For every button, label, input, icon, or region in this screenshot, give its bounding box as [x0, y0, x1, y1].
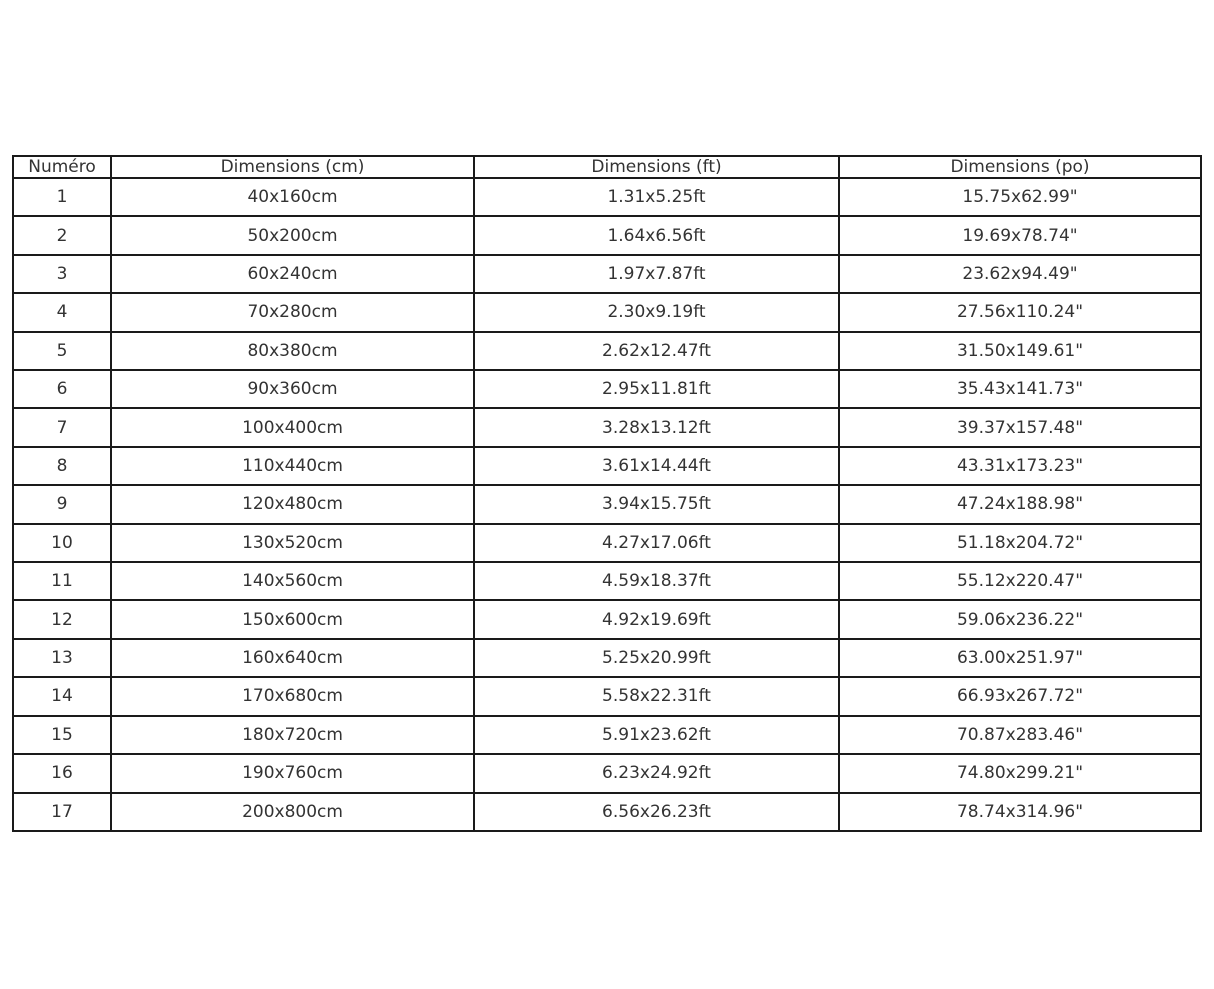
- table-row: [13, 639, 1201, 677]
- cell-numero: 13: [13, 639, 111, 677]
- cell-dimensions-ft: 2.30x9.19ft: [474, 293, 839, 331]
- cell-dimensions-cm: 190x760cm: [111, 754, 474, 792]
- table-row: [13, 524, 1201, 562]
- cell-numero: 1: [13, 178, 111, 216]
- cell-numero: 17: [13, 793, 111, 832]
- cell-dimensions-po: 74.80x299.21": [839, 754, 1201, 792]
- cell-dimensions-cm: 200x800cm: [111, 793, 474, 832]
- table-row: [13, 178, 1201, 216]
- table-row: [13, 332, 1201, 370]
- table-header: [13, 156, 1201, 178]
- cell-dimensions-ft: 5.25x20.99ft: [474, 639, 839, 677]
- cell-dimensions-po: 78.74x314.96": [839, 793, 1201, 832]
- cell-dimensions-ft: 1.64x6.56ft: [474, 216, 839, 254]
- cell-dimensions-ft: 3.28x13.12ft: [474, 408, 839, 446]
- cell-dimensions-po: 15.75x62.99": [839, 178, 1201, 216]
- cell-dimensions-po: 43.31x173.23": [839, 447, 1201, 485]
- table-row: [13, 255, 1201, 293]
- table-row: [13, 370, 1201, 408]
- cell-dimensions-ft: 1.97x7.87ft: [474, 255, 839, 293]
- cell-dimensions-cm: 170x680cm: [111, 677, 474, 715]
- table-row: [13, 600, 1201, 638]
- cell-numero: 9: [13, 485, 111, 523]
- cell-dimensions-po: 35.43x141.73": [839, 370, 1201, 408]
- cell-numero: 15: [13, 716, 111, 754]
- column-header-numero: Numéro: [13, 156, 111, 178]
- cell-dimensions-po: 51.18x204.72": [839, 524, 1201, 562]
- cell-numero: 4: [13, 293, 111, 331]
- cell-dimensions-ft: 4.59x18.37ft: [474, 562, 839, 600]
- cell-dimensions-po: 47.24x188.98": [839, 485, 1201, 523]
- cell-dimensions-cm: 40x160cm: [111, 178, 474, 216]
- cell-numero: 3: [13, 255, 111, 293]
- cell-dimensions-ft: 4.27x17.06ft: [474, 524, 839, 562]
- table-row: [13, 408, 1201, 446]
- cell-dimensions-po: 27.56x110.24": [839, 293, 1201, 331]
- cell-dimensions-po: 39.37x157.48": [839, 408, 1201, 446]
- cell-dimensions-cm: 70x280cm: [111, 293, 474, 331]
- cell-dimensions-ft: 6.56x26.23ft: [474, 793, 839, 832]
- cell-dimensions-ft: 2.95x11.81ft: [474, 370, 839, 408]
- cell-dimensions-ft: 6.23x24.92ft: [474, 754, 839, 792]
- column-header-dimensions-ft: Dimensions (ft): [474, 156, 839, 178]
- table-header-row: [13, 156, 1201, 178]
- table-row: [13, 485, 1201, 523]
- table-row: [13, 562, 1201, 600]
- table-row: [13, 716, 1201, 754]
- table-row: [13, 447, 1201, 485]
- table-row: [13, 293, 1201, 331]
- cell-dimensions-cm: 80x380cm: [111, 332, 474, 370]
- cell-numero: 16: [13, 754, 111, 792]
- cell-dimensions-po: 23.62x94.49": [839, 255, 1201, 293]
- table-row: [13, 793, 1201, 832]
- cell-numero: 8: [13, 447, 111, 485]
- column-header-dimensions-po: Dimensions (po): [839, 156, 1201, 178]
- cell-dimensions-po: 55.12x220.47": [839, 562, 1201, 600]
- cell-dimensions-cm: 180x720cm: [111, 716, 474, 754]
- cell-dimensions-cm: 130x520cm: [111, 524, 474, 562]
- cell-dimensions-po: 66.93x267.72": [839, 677, 1201, 715]
- cell-dimensions-cm: 50x200cm: [111, 216, 474, 254]
- cell-numero: 14: [13, 677, 111, 715]
- cell-dimensions-ft: 4.92x19.69ft: [474, 600, 839, 638]
- cell-dimensions-cm: 100x400cm: [111, 408, 474, 446]
- cell-dimensions-cm: 150x600cm: [111, 600, 474, 638]
- cell-dimensions-ft: 1.31x5.25ft: [474, 178, 839, 216]
- cell-numero: 11: [13, 562, 111, 600]
- cell-dimensions-po: 63.00x251.97": [839, 639, 1201, 677]
- cell-dimensions-ft: 3.94x15.75ft: [474, 485, 839, 523]
- table-row: [13, 677, 1201, 715]
- cell-dimensions-cm: 90x360cm: [111, 370, 474, 408]
- cell-numero: 6: [13, 370, 111, 408]
- cell-dimensions-cm: 110x440cm: [111, 447, 474, 485]
- cell-dimensions-cm: 140x560cm: [111, 562, 474, 600]
- cell-dimensions-ft: 2.62x12.47ft: [474, 332, 839, 370]
- cell-dimensions-ft: 5.91x23.62ft: [474, 716, 839, 754]
- cell-numero: 2: [13, 216, 111, 254]
- cell-dimensions-po: 19.69x78.74": [839, 216, 1201, 254]
- cell-dimensions-ft: 3.61x14.44ft: [474, 447, 839, 485]
- cell-numero: 5: [13, 332, 111, 370]
- cell-dimensions-po: 59.06x236.22": [839, 600, 1201, 638]
- column-header-dimensions-cm: Dimensions (cm): [111, 156, 474, 178]
- cell-dimensions-po: 31.50x149.61": [839, 332, 1201, 370]
- cell-dimensions-ft: 5.58x22.31ft: [474, 677, 839, 715]
- cell-numero: 12: [13, 600, 111, 638]
- table-row: [13, 216, 1201, 254]
- dimensions-table: [12, 155, 1202, 832]
- cell-numero: 7: [13, 408, 111, 446]
- table-row: [13, 754, 1201, 792]
- cell-numero: 10: [13, 524, 111, 562]
- cell-dimensions-cm: 160x640cm: [111, 639, 474, 677]
- cell-dimensions-cm: 60x240cm: [111, 255, 474, 293]
- cell-dimensions-cm: 120x480cm: [111, 485, 474, 523]
- table-body: [13, 178, 1201, 831]
- cell-dimensions-po: 70.87x283.46": [839, 716, 1201, 754]
